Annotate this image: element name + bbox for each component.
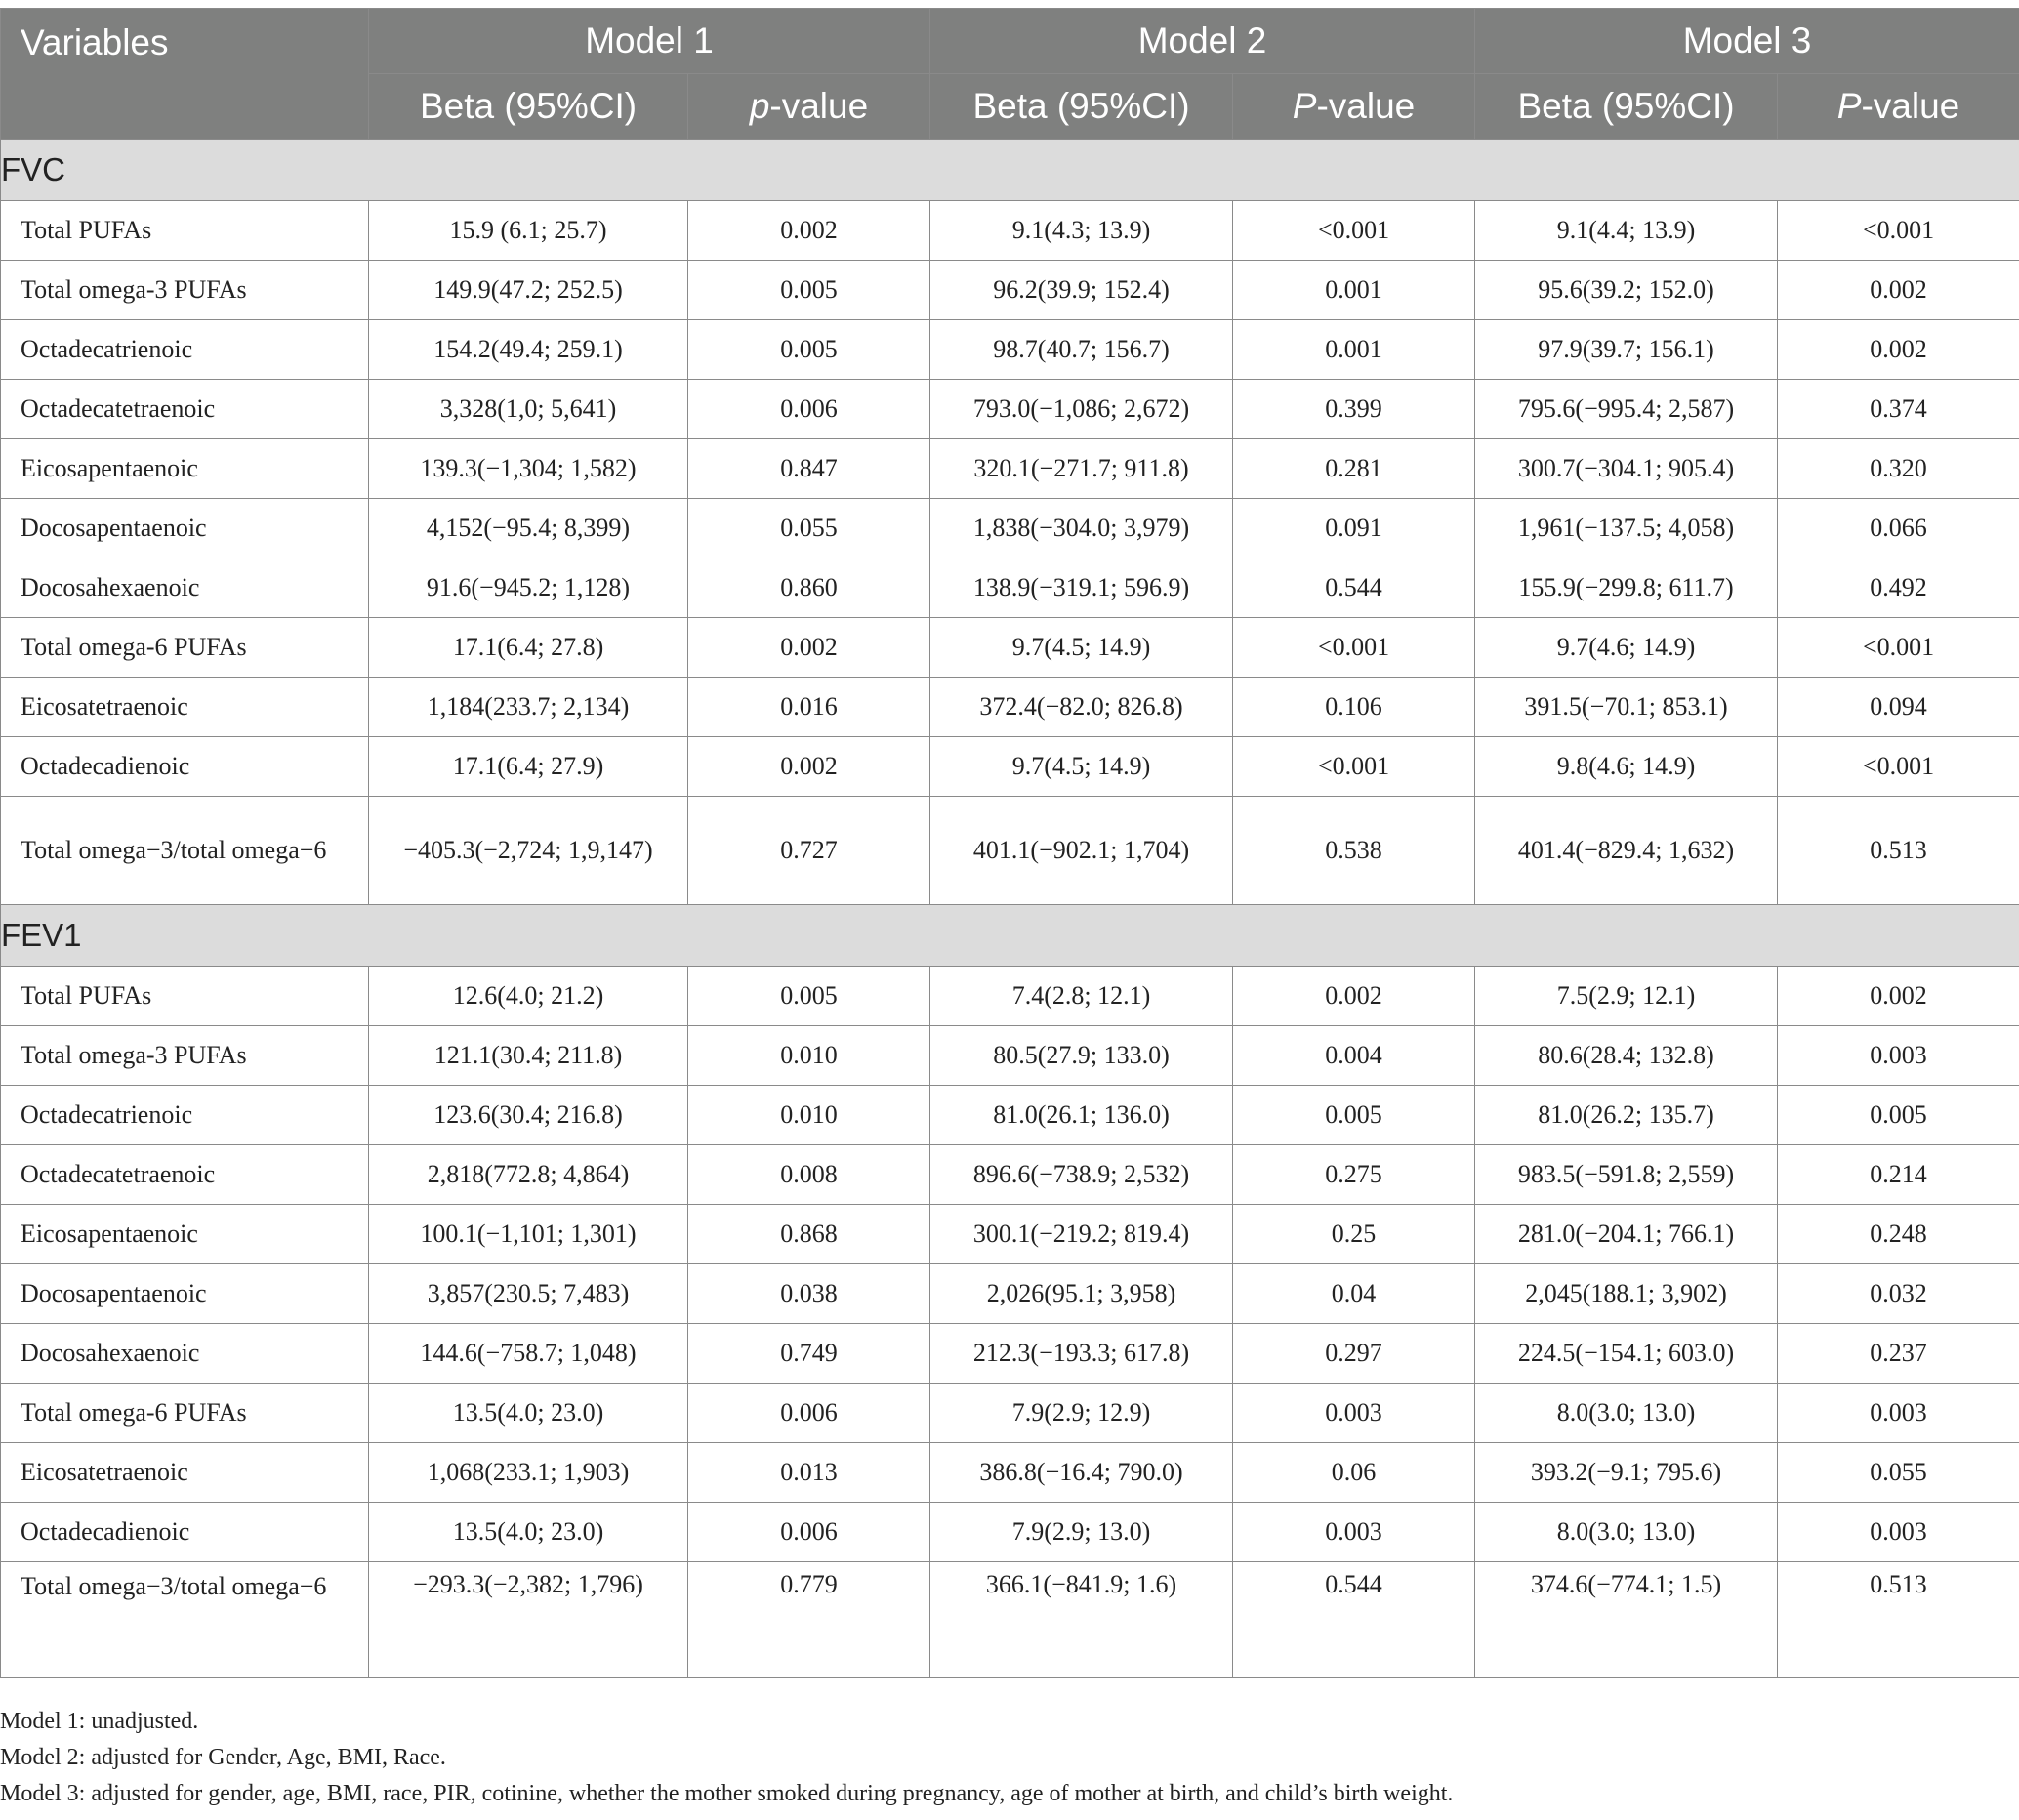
p-value-cell: 0.094 [1778, 678, 2019, 737]
table-row [1, 1086, 2019, 1145]
p-value-cell: 0.374 [1778, 380, 2019, 439]
p-value-cell: 0.001 [1233, 320, 1475, 380]
section-header-row [1, 905, 2019, 967]
table-row [1, 737, 2019, 797]
p-value-cell: <0.001 [1233, 618, 1475, 678]
table-row [1, 320, 2019, 380]
beta-ci-cell: 15.9 (6.1; 25.7) [369, 201, 688, 261]
p-value-cell: 0.013 [688, 1443, 930, 1503]
beta-ci-cell: 3,857(230.5; 7,483) [369, 1264, 688, 1324]
beta-ci-cell: 13.5(4.0; 23.0) [369, 1384, 688, 1443]
table-row [1, 1384, 2019, 1443]
p-value-cell: 0.006 [688, 1503, 930, 1562]
p-value-cell: 0.25 [1233, 1205, 1475, 1264]
model-1-header: Model 1 [369, 9, 930, 74]
variable-label: Eicosapentaenoic [1, 1205, 369, 1264]
beta-ci-cell: 17.1(6.4; 27.9) [369, 737, 688, 797]
beta-ci-cell: 97.9(39.7; 156.1) [1475, 320, 1778, 380]
beta-ci-cell: 7.5(2.9; 12.1) [1475, 967, 1778, 1026]
table-row [1, 1443, 2019, 1503]
table-body [1, 140, 2019, 1678]
p-value-cell: 0.214 [1778, 1145, 2019, 1205]
p-value-cell: 0.281 [1233, 439, 1475, 499]
variable-label: Total omega−3/total omega−6 [1, 797, 369, 905]
footnote-model-2: Model 2: adjusted for Gender, Age, BMI, Race. [0, 1745, 446, 1770]
p-value-cell: 0.275 [1233, 1145, 1475, 1205]
variable-label: Octadecadienoic [1, 737, 369, 797]
table-row [1, 678, 2019, 737]
table-row [1, 499, 2019, 558]
p-value-cell: 0.106 [1233, 678, 1475, 737]
p-value-cell: 0.066 [1778, 499, 2019, 558]
table-row [1, 1145, 2019, 1205]
p-value-cell: 0.779 [688, 1562, 930, 1678]
p-value-cell: 0.055 [688, 499, 930, 558]
p-value-cell: 0.513 [1778, 797, 2019, 905]
footnote-model-3: Model 3: adjusted for gender, age, BMI, race, PIR, cotinine, whether the mother smoked during pregnancy, age of mother at birth, and child’s birth weight. [0, 1781, 1454, 1806]
beta-ci-cell: 374.6(−774.1; 1.5) [1475, 1562, 1778, 1678]
results-table [0, 8, 2019, 1678]
table-row [1, 201, 2019, 261]
p-value-cell: 0.006 [688, 1384, 930, 1443]
model-2-header: Model 2 [930, 9, 1475, 74]
table-row [1, 1503, 2019, 1562]
beta-ci-cell: 8.0(3.0; 13.0) [1475, 1503, 1778, 1562]
beta-header: Beta (95%CI) [930, 74, 1233, 140]
beta-ci-cell: 320.1(−271.7; 911.8) [930, 439, 1233, 499]
p-value-cell: 0.002 [688, 201, 930, 261]
variable-label: Octadecatetraenoic [1, 380, 369, 439]
table-row [1, 1026, 2019, 1086]
beta-ci-cell: 391.5(−70.1; 853.1) [1475, 678, 1778, 737]
table-row [1, 558, 2019, 618]
p-value-cell: 0.005 [1778, 1086, 2019, 1145]
table-row [1, 261, 2019, 320]
section-header-row [1, 140, 2019, 201]
table-row [1, 797, 2019, 905]
beta-ci-cell: 154.2(49.4; 259.1) [369, 320, 688, 380]
variable-label: Total omega-3 PUFAs [1, 1026, 369, 1086]
variable-label: Octadecadienoic [1, 1503, 369, 1562]
beta-ci-cell: 2,045(188.1; 3,902) [1475, 1264, 1778, 1324]
beta-ci-cell: 144.6(−758.7; 1,048) [369, 1324, 688, 1384]
variables-header: Variables [1, 9, 369, 140]
p-value-cell: 0.010 [688, 1026, 930, 1086]
p-value-cell: 0.003 [1778, 1384, 2019, 1443]
beta-ci-cell: 9.8(4.6; 14.9) [1475, 737, 1778, 797]
beta-ci-cell: 138.9(−319.1; 596.9) [930, 558, 1233, 618]
beta-ci-cell: 224.5(−154.1; 603.0) [1475, 1324, 1778, 1384]
variable-label: Total PUFAs [1, 201, 369, 261]
variable-label: Total omega-6 PUFAs [1, 618, 369, 678]
p-value-cell: 0.538 [1233, 797, 1475, 905]
p-value-header: P-value [1778, 74, 2019, 140]
beta-ci-cell: 121.1(30.4; 211.8) [369, 1026, 688, 1086]
beta-ci-cell: 9.1(4.3; 13.9) [930, 201, 1233, 261]
p-value-cell: 0.513 [1778, 1562, 2019, 1678]
variable-label: Docosahexaenoic [1, 1324, 369, 1384]
beta-ci-cell: 13.5(4.0; 23.0) [369, 1503, 688, 1562]
header-row-models [1, 9, 2019, 74]
p-value-cell: 0.320 [1778, 439, 2019, 499]
p-value-cell: 0.003 [1778, 1026, 2019, 1086]
beta-ci-cell: 95.6(39.2; 152.0) [1475, 261, 1778, 320]
p-value-cell: 0.492 [1778, 558, 2019, 618]
beta-ci-cell: 983.5(−591.8; 2,559) [1475, 1145, 1778, 1205]
beta-ci-cell: 1,184(233.7; 2,134) [369, 678, 688, 737]
beta-ci-cell: 300.7(−304.1; 905.4) [1475, 439, 1778, 499]
variable-label: Docosahexaenoic [1, 558, 369, 618]
beta-ci-cell: 155.9(−299.8; 611.7) [1475, 558, 1778, 618]
beta-ci-cell: 401.1(−902.1; 1,704) [930, 797, 1233, 905]
beta-ci-cell: 1,838(−304.0; 3,979) [930, 499, 1233, 558]
footnote-model-1: Model 1: unadjusted. [0, 1709, 199, 1734]
p-value-cell: 0.005 [688, 967, 930, 1026]
beta-ci-cell: 1,961(−137.5; 4,058) [1475, 499, 1778, 558]
beta-ci-cell: −405.3(−2,724; 1,9,147) [369, 797, 688, 905]
beta-ci-cell: 149.9(47.2; 252.5) [369, 261, 688, 320]
variable-label: Octadecatrienoic [1, 320, 369, 380]
beta-ci-cell: 366.1(−841.9; 1.6) [930, 1562, 1233, 1678]
table-row [1, 967, 2019, 1026]
beta-ci-cell: 139.3(−1,304; 1,582) [369, 439, 688, 499]
section-title: FVC [1, 140, 2019, 201]
p-value-cell: 0.010 [688, 1086, 930, 1145]
beta-ci-cell: 401.4(−829.4; 1,632) [1475, 797, 1778, 905]
p-value-cell: 0.544 [1233, 1562, 1475, 1678]
beta-ci-cell: 96.2(39.9; 152.4) [930, 261, 1233, 320]
p-value-cell: 0.003 [1233, 1384, 1475, 1443]
section-title: FEV1 [1, 905, 2019, 967]
beta-ci-cell: 281.0(−204.1; 766.1) [1475, 1205, 1778, 1264]
p-value-cell: 0.005 [688, 261, 930, 320]
beta-ci-cell: 81.0(26.2; 135.7) [1475, 1086, 1778, 1145]
p-value-cell: 0.016 [688, 678, 930, 737]
p-value-cell: 0.06 [1233, 1443, 1475, 1503]
beta-ci-cell: −293.3(−2,382; 1,796) [369, 1562, 688, 1678]
p-value-cell: 0.002 [688, 737, 930, 797]
beta-ci-cell: 795.6(−995.4; 2,587) [1475, 380, 1778, 439]
model-3-header: Model 3 [1475, 9, 2019, 74]
p-value-cell: 0.002 [1778, 967, 2019, 1026]
variable-label: Octadecatrienoic [1, 1086, 369, 1145]
p-value-cell: 0.005 [1233, 1086, 1475, 1145]
beta-ci-cell: 9.7(4.5; 14.9) [930, 737, 1233, 797]
variable-label: Total omega-6 PUFAs [1, 1384, 369, 1443]
p-value-cell: 0.055 [1778, 1443, 2019, 1503]
p-value-header: P-value [1233, 74, 1475, 140]
table-row [1, 380, 2019, 439]
p-value-cell: 0.006 [688, 380, 930, 439]
variable-label: Total PUFAs [1, 967, 369, 1026]
beta-ci-cell: 4,152(−95.4; 8,399) [369, 499, 688, 558]
variable-label: Docosapentaenoic [1, 1264, 369, 1324]
beta-ci-cell: 91.6(−945.2; 1,128) [369, 558, 688, 618]
beta-ci-cell: 80.6(28.4; 132.8) [1475, 1026, 1778, 1086]
table-row [1, 1562, 2019, 1678]
table-row [1, 1264, 2019, 1324]
p-value-cell: <0.001 [1778, 737, 2019, 797]
beta-ci-cell: 212.3(−193.3; 617.8) [930, 1324, 1233, 1384]
p-value-cell: 0.005 [688, 320, 930, 380]
beta-ci-cell: 12.6(4.0; 21.2) [369, 967, 688, 1026]
variable-label: Docosapentaenoic [1, 499, 369, 558]
p-value-cell: 0.002 [688, 618, 930, 678]
beta-ci-cell: 7.9(2.9; 13.0) [930, 1503, 1233, 1562]
beta-ci-cell: 2,818(772.8; 4,864) [369, 1145, 688, 1205]
p-value-cell: 0.749 [688, 1324, 930, 1384]
beta-ci-cell: 372.4(−82.0; 826.8) [930, 678, 1233, 737]
p-value-cell: 0.002 [1778, 261, 2019, 320]
beta-ci-cell: 9.7(4.6; 14.9) [1475, 618, 1778, 678]
p-value-cell: 0.003 [1233, 1503, 1475, 1562]
p-value-cell: 0.003 [1778, 1503, 2019, 1562]
p-value-cell: 0.002 [1233, 967, 1475, 1026]
p-value-cell: 0.847 [688, 439, 930, 499]
beta-ci-cell: 80.5(27.9; 133.0) [930, 1026, 1233, 1086]
beta-ci-cell: 386.8(−16.4; 790.0) [930, 1443, 1233, 1503]
p-value-cell: 0.04 [1233, 1264, 1475, 1324]
p-value-cell: 0.038 [688, 1264, 930, 1324]
p-value-cell: 0.860 [688, 558, 930, 618]
table-row [1, 439, 2019, 499]
beta-ci-cell: 2,026(95.1; 3,958) [930, 1264, 1233, 1324]
p-value-cell: <0.001 [1778, 201, 2019, 261]
beta-ci-cell: 9.1(4.4; 13.9) [1475, 201, 1778, 261]
beta-ci-cell: 7.4(2.8; 12.1) [930, 967, 1233, 1026]
beta-ci-cell: 393.2(−9.1; 795.6) [1475, 1443, 1778, 1503]
variable-label: Eicosapentaenoic [1, 439, 369, 499]
beta-ci-cell: 300.1(−219.2; 819.4) [930, 1205, 1233, 1264]
beta-ci-cell: 17.1(6.4; 27.8) [369, 618, 688, 678]
beta-ci-cell: 1,068(233.1; 1,903) [369, 1443, 688, 1503]
p-value-cell: 0.001 [1233, 261, 1475, 320]
beta-ci-cell: 9.7(4.5; 14.9) [930, 618, 1233, 678]
p-value-cell: 0.237 [1778, 1324, 2019, 1384]
p-value-cell: 0.008 [688, 1145, 930, 1205]
beta-ci-cell: 3,328(1,0; 5,641) [369, 380, 688, 439]
p-value-cell: 0.032 [1778, 1264, 2019, 1324]
variable-label: Total omega-3 PUFAs [1, 261, 369, 320]
beta-ci-cell: 7.9(2.9; 12.9) [930, 1384, 1233, 1443]
variable-label: Eicosatetraenoic [1, 678, 369, 737]
variable-label: Octadecatetraenoic [1, 1145, 369, 1205]
p-value-cell: 0.727 [688, 797, 930, 905]
beta-ci-cell: 100.1(−1,101; 1,301) [369, 1205, 688, 1264]
p-value-header: p-value [688, 74, 930, 140]
table-row [1, 618, 2019, 678]
p-value-cell: 0.002 [1778, 320, 2019, 380]
beta-ci-cell: 98.7(40.7; 156.7) [930, 320, 1233, 380]
beta-header: Beta (95%CI) [1475, 74, 1778, 140]
p-value-cell: 0.248 [1778, 1205, 2019, 1264]
p-value-cell: 0.004 [1233, 1026, 1475, 1086]
p-value-cell: 0.544 [1233, 558, 1475, 618]
p-value-cell: 0.868 [688, 1205, 930, 1264]
table-row [1, 1324, 2019, 1384]
p-value-cell: 0.399 [1233, 380, 1475, 439]
p-value-cell: <0.001 [1233, 737, 1475, 797]
beta-ci-cell: 793.0(−1,086; 2,672) [930, 380, 1233, 439]
table-row [1, 1205, 2019, 1264]
beta-ci-cell: 8.0(3.0; 13.0) [1475, 1384, 1778, 1443]
variable-label: Total omega−3/total omega−6 [1, 1562, 369, 1678]
variable-label: Eicosatetraenoic [1, 1443, 369, 1503]
beta-header: Beta (95%CI) [369, 74, 688, 140]
p-value-cell: <0.001 [1233, 201, 1475, 261]
p-value-cell: <0.001 [1778, 618, 2019, 678]
beta-ci-cell: 81.0(26.1; 136.0) [930, 1086, 1233, 1145]
beta-ci-cell: 896.6(−738.9; 2,532) [930, 1145, 1233, 1205]
p-value-cell: 0.091 [1233, 499, 1475, 558]
beta-ci-cell: 123.6(30.4; 216.8) [369, 1086, 688, 1145]
p-value-cell: 0.297 [1233, 1324, 1475, 1384]
